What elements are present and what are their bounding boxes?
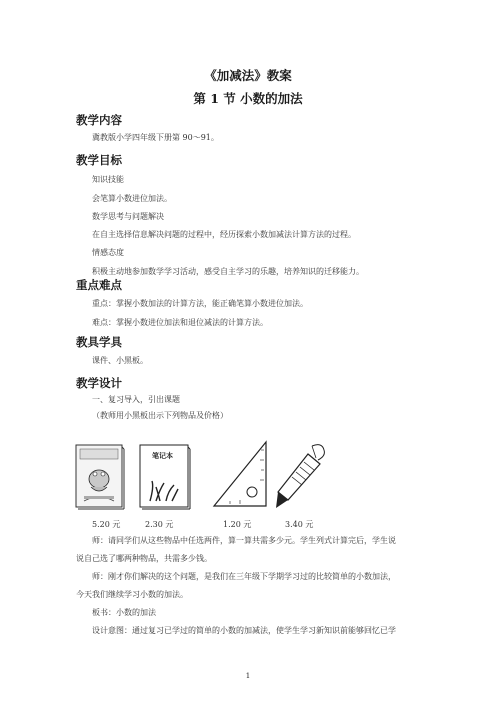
goal-line: 会笔算小数进位加法。 (92, 194, 172, 203)
price-label: 5.20 元 (92, 520, 121, 529)
price-label: 3.40 元 (285, 520, 314, 529)
goal-line: 情感态度 (92, 248, 124, 257)
content-line: 冀教版小学四年级下册第 90～91。 (92, 133, 219, 142)
paragraph-line: 设计意图：通过复习已学过的简单的小数的加减法，使学生学习新知识前能够回忆已学 (92, 626, 396, 635)
goal-line: 在自主选择信息解决问题的过程中，经历探索小数加减法计算方法的过程。 (92, 230, 356, 239)
key-line: 难点：掌握小数进位加法和退位减法的计算方法。 (92, 318, 268, 327)
heading-teaching-content: 教学内容 (76, 113, 122, 127)
goal-line: 积极主动地参加数学学习活动，感受自主学习的乐趣，培养知识的迁移能力。 (92, 267, 364, 276)
paragraph-line: 今天我们继续学习小数的加法。 (76, 590, 188, 599)
document-title: 《加减法》教案 (204, 68, 292, 83)
goal-line: 数学思考与问题解决 (92, 212, 164, 221)
heading-teaching-design: 教学设计 (76, 376, 122, 390)
paragraph-line: 说自己选了哪两种物品，共需多少钱。 (76, 554, 212, 563)
book-image (74, 443, 126, 511)
key-line: 重点：掌握小数加法的计算方法，能正确笔算小数进位加法。 (92, 299, 308, 308)
pen-image (272, 440, 328, 512)
page-number: 1 (245, 672, 251, 680)
paragraph-line: 师：请同学们从这些物品中任选两件，算一算共需多少元。学生列式计算完后，学生说 (92, 536, 396, 545)
heading-teaching-tools: 教具学具 (76, 335, 122, 349)
paragraph-line: 师：刚才你们解决的这个问题，是我们在三年级下学期学习过的比较简单的小数加法， (92, 572, 396, 581)
goal-line: 知识技能 (92, 175, 124, 184)
tools-line: 课件、小黑板。 (92, 356, 148, 365)
price-label: 1.20 元 (223, 520, 252, 529)
notebook-cover-label: 笔记本 (152, 451, 173, 460)
paragraph-line: 板书：小数的加法 (92, 608, 156, 617)
heading-key-points: 重点难点 (76, 278, 122, 292)
heading-teaching-goals: 教学目标 (76, 153, 122, 167)
price-label: 2.30 元 (145, 520, 174, 529)
design-line: 一、复习导入，引出课题 (92, 395, 180, 404)
triangle-ruler-image (210, 440, 270, 510)
section-title: 第 1 节 小数的加法 (193, 91, 303, 106)
design-line: （教师用小黑板出示下列物品及价格） (92, 411, 228, 420)
